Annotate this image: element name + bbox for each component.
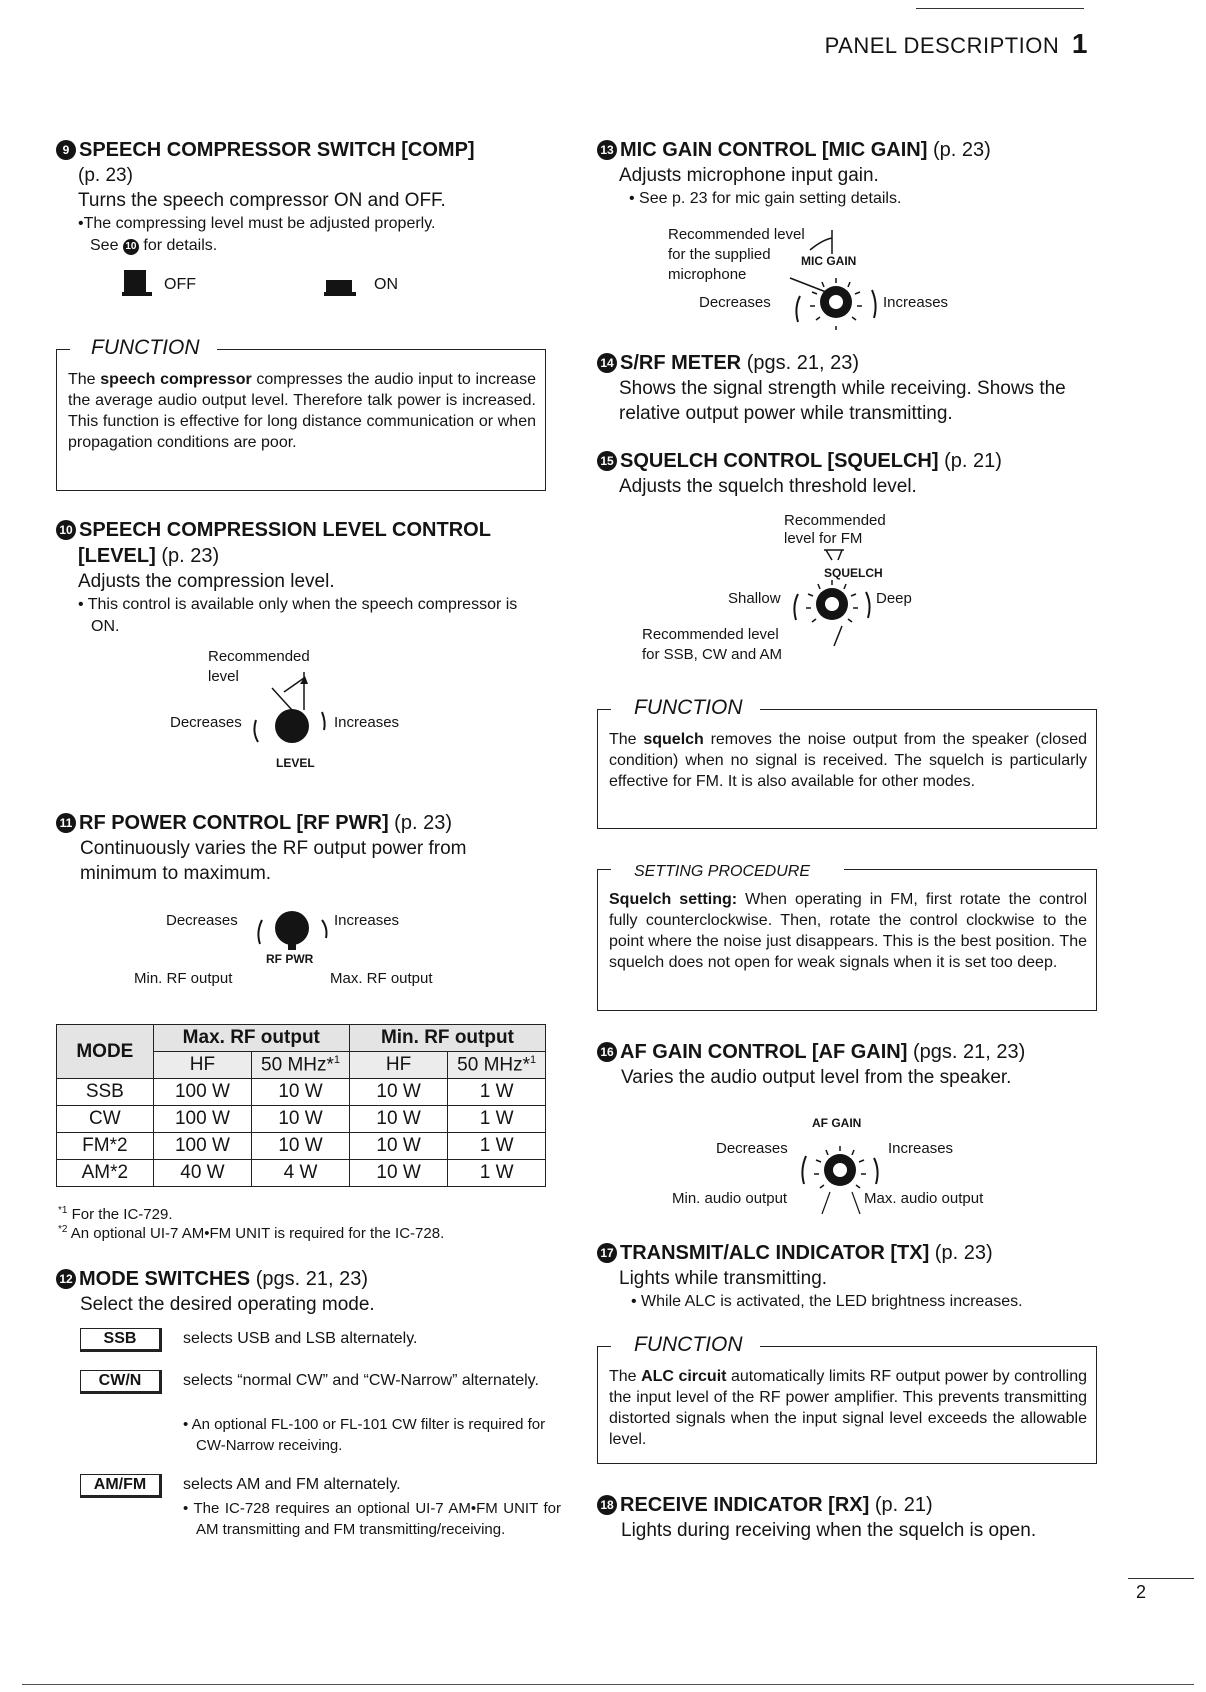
section-bullet: • See p. 23 for mic gain setting details. [629,190,902,207]
section-number: 17 [597,1243,617,1263]
mic-gain-knob-label: MIC GAIN [801,254,857,268]
section-bullet: •The compressing level must be adjusted properly. [78,215,436,232]
section-17 [597,1240,1097,1313]
function-box-text: The ALC circuit automatically limits RF output power by controlling the input level of the RF power amplifier. This prevents transmitting distorted signals when the input signal level exceeds the allowable level. [609,1368,1087,1448]
section-page-ref: (p. 23) [78,165,133,186]
decreases-label: Decreases [170,714,242,731]
deep-label: Deep [876,590,912,607]
section-title-2: [LEVEL] [78,545,156,567]
section-16 [597,1039,1097,1090]
section-number: 18 [597,1495,617,1515]
section-title: TRANSMIT/ALC INDICATOR [TX] [620,1242,930,1264]
section-title: SPEECH COMPRESSION LEVEL CONTROL [79,519,491,541]
amfm-text: selects AM and FM alternately. [183,1476,401,1493]
section-description: Lights while transmitting. [619,1268,828,1289]
rf-pwr-knob-label: RF PWR [266,952,314,966]
section-number: 13 [597,140,617,160]
section-bullet: • This control is available only when the speech compressor is ON. [78,596,518,635]
footer-rule [1128,1578,1194,1579]
section-title: RECEIVE INDICATOR [RX] [620,1494,870,1516]
section-description: Select the desired operating mode. [80,1294,375,1315]
section-page-ref: (p. 23) [161,545,220,567]
max-rf-header: Max. RF output [153,1025,349,1052]
rf-pwr-knob-diagram [130,900,470,990]
bottom-rule [22,1684,1194,1685]
hf-header: HF [153,1052,252,1079]
mode-header: MODE [57,1025,154,1079]
section-18 [597,1492,1097,1543]
increases-label: Increases [888,1140,954,1157]
section-page-ref: (pgs. 21, 23) [746,352,859,374]
section-bullet-2: See 10 for details. [90,237,218,254]
section-13 [597,137,1097,210]
hf-header: HF [349,1052,447,1079]
section-description: Adjusts the compression level. [78,571,335,592]
section-description: Adjusts microphone input gain. [619,165,879,186]
section-12 [56,1266,546,1317]
section-number: 16 [597,1042,617,1062]
section-description: Varies the audio output level from the speaker. [621,1067,1012,1088]
section-description: Shows the signal strength while receiving. Shows the relative output power while transmitting. [619,378,1066,424]
squelch-knob-label: SQUELCH [824,566,883,580]
rec-fm-label-2: level for FM [784,530,863,547]
function-box-text: The squelch removes the noise output from the speaker (closed condition) when no signal is received. The squelch is particularly effective for FM. It is also available for other modes. [609,731,1087,790]
section-description: Turns the speech compressor ON and OFF. [78,190,446,211]
function-box-title: FUNCTION [634,696,743,719]
chapter-number: 1 [1071,28,1088,59]
section-description: Continuously varies the RF output power from minimum to maximum. [80,838,467,884]
section-title: MODE SWITCHES [79,1268,251,1290]
table-row: AM*2 40 W 4 W 10 W 1 W [57,1160,546,1187]
function-box-text: The speech compressor compresses the audio input to increase the average audio output level. Therefore talk power is increased. This function is effective for long distance communication or when propagation conditions are poor. [68,371,536,451]
rec-ssb-label-2: for SSB, CW and AM [642,646,783,663]
section-15 [597,448,1097,499]
comp-switch-off-diagram [122,268,196,303]
setting-procedure-title: SETTING PROCEDURE [634,863,811,880]
mic-gain-knob-diagram [668,224,998,334]
section-page-ref: (p. 21) [874,1494,933,1516]
page-header [825,28,1088,60]
rec-label-2: for the supplied [668,246,771,263]
section-title: RF POWER CONTROL [RF PWR] [79,812,389,834]
table-row: SSB 100 W 10 W 10 W 1 W [57,1079,546,1106]
table-note-2: $^{*2}$ An optional UI-7 AM•FM UNIT is required for the IC-728. [58,1224,445,1242]
section-14 [597,350,1097,426]
section-bullet: • While ALC is activated, the LED brightness increases. [631,1293,1023,1310]
rec-ssb-label-1: Recommended level [642,626,779,643]
function-box-alc [597,1333,1097,1464]
switch-on-icon [324,274,358,298]
section-page-ref: (pgs. 21, 23) [255,1268,368,1290]
decreases-label: Decreases [716,1140,788,1157]
level-knob-label: LEVEL [276,756,315,770]
increases-label: Increases [334,714,400,731]
decreases-label: Decreases [166,912,238,929]
section-number: 10 [56,520,76,540]
rec-label-2: level [208,668,239,685]
setting-procedure-box [597,863,1097,1011]
amfm-key: AM/FM [80,1474,162,1498]
min-rf-header: Min. RF output [349,1025,545,1052]
mhz-header: 50 MHz*$^1$ [448,1052,546,1079]
switch-off-icon [122,268,156,298]
section-title: S/RF METER [620,352,742,374]
ref-number: 10 [123,239,139,255]
mic-gain-knob-icon [788,230,884,334]
cwn-key: CW/N [80,1370,162,1394]
section-9 [56,137,546,257]
setting-procedure-text: Squelch setting: When operating in FM, first rotate the control fully counterclockwise. Then, rotate the control clockwise to the point where the noise just disappears. This is the best position. The squelch does not open for weak signals when it is set too deep. [609,891,1088,971]
page-number: 2 [1136,1582,1147,1602]
section-number: 14 [597,353,617,373]
section-page-ref: (p. 23) [932,139,991,161]
level-knob-icon [252,670,332,750]
cwn-bullet: • An optional FL-100 or FL-101 CW filter is required for CW-Narrow receiving. [183,1416,546,1454]
shallow-label: Shallow [728,590,781,607]
section-description: Lights during receiving when the squelch is open. [621,1520,1037,1541]
min-output-label: Min. audio output [672,1190,788,1207]
table-header-row [57,1025,546,1052]
function-box-compressor [56,336,546,491]
mhz-header: 50 MHz*$^1$ [252,1052,350,1079]
header-rule [916,8,1084,9]
squelch-knob-icon [788,548,872,648]
section-title: MIC GAIN CONTROL [MIC GAIN] [620,139,928,161]
increases-label: Increases [334,912,400,929]
decreases-label: Decreases [699,294,771,311]
max-output-label: Max. audio output [864,1190,984,1207]
table-row: CW 100 W 10 W 10 W 1 W [57,1106,546,1133]
switch-off-label: OFF [164,276,196,293]
cwn-text: selects “normal CW” and “CW-Narrow” alternately. [183,1372,539,1389]
section-number: 12 [56,1269,76,1289]
ssb-text: selects USB and LSB alternately. [183,1330,418,1347]
section-page-ref: (p. 21) [944,450,1002,472]
header-title: PANEL DESCRIPTION [824,33,1060,58]
rec-label-1: Recommended level [668,226,805,243]
rec-label-1: Recommended [208,648,310,665]
level-knob-diagram [160,648,460,778]
function-box-squelch [597,696,1097,829]
rf-output-table [56,1024,546,1187]
function-box-title: FUNCTION [634,1333,743,1356]
rf-pwr-knob-icon [252,900,332,960]
amfm-bullet: • The IC-728 requires an optional UI-7 AM•FM UNIT for AM transmitting and FM transmitting/receiving. [183,1500,561,1538]
increases-label: Increases [883,294,949,311]
comp-switch-on-diagram [324,274,398,303]
max-output-label: Max. RF output [330,970,433,987]
section-number: 11 [56,813,76,833]
af-gain-knob-label: AF GAIN [812,1116,862,1130]
table-note-1: $^{*1}$ For the IC-729. [58,1205,173,1223]
section-page-ref: (p. 23) [934,1242,993,1264]
ssb-key: SSB [80,1328,162,1352]
section-number: 15 [597,451,617,471]
rec-label-3: microphone [668,266,747,283]
switch-on-label: ON [374,276,398,293]
section-title: AF GAIN CONTROL [AF GAIN] [620,1041,908,1063]
section-title: SPEECH COMPRESSOR SWITCH [COMP] [79,139,475,161]
section-10 [56,517,546,638]
min-output-label: Min. RF output [134,970,233,987]
section-page-ref: (pgs. 21, 23) [912,1041,1026,1063]
section-number: 9 [56,140,76,160]
function-box-title: FUNCTION [91,336,200,359]
section-page-ref: (p. 23) [394,812,452,834]
rec-fm-label-1: Recommended [784,512,886,529]
squelch-knob-diagram [640,510,970,670]
table-row: FM*2 100 W 10 W 10 W 1 W [57,1133,546,1160]
section-description: Adjusts the squelch threshold level. [619,476,917,497]
section-11 [56,810,546,886]
af-gain-knob-diagram [670,1114,1030,1214]
section-title: SQUELCH CONTROL [SQUELCH] [620,450,939,472]
